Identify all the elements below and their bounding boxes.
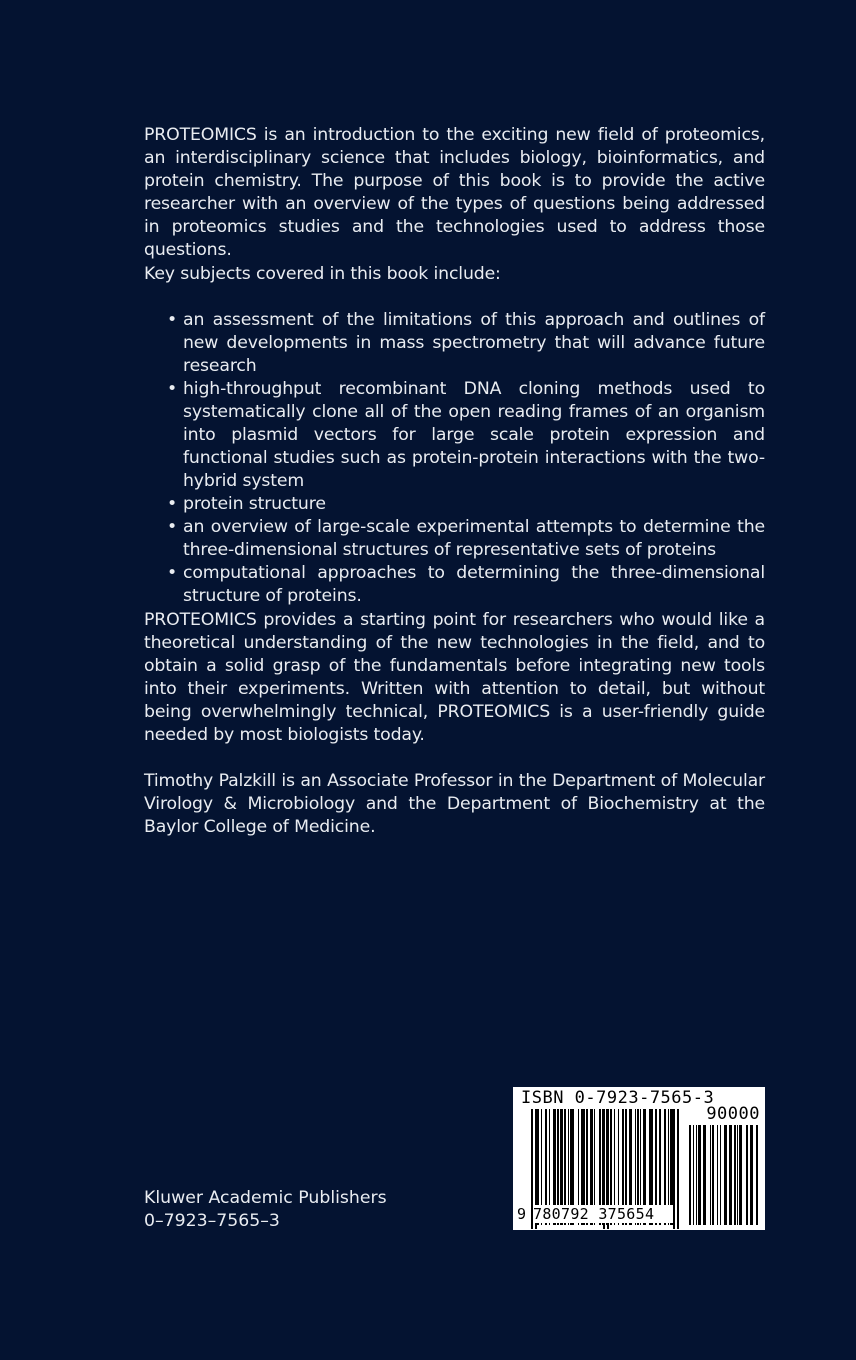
paragraph-text: PROTEOMICS is an introduction to the exciting new field of proteomics, an interdisciplinary science that includes biology, bioinformatics, and protein chemistry. The purpose of this book is to provide the active researcher with an overview of the types of questions being addressed in proteomics studies and the technologies used to address those questions. <box>144 125 765 260</box>
list-item-text: an overview of large-scale experimental attempts to determine the three-dimensional structures of representative sets of proteins <box>183 517 765 560</box>
barcode-bar <box>693 1125 694 1225</box>
list-item-text: protein structure <box>183 494 326 514</box>
list-item <box>144 516 765 562</box>
bullet-icon: • <box>167 517 178 537</box>
barcode-bar <box>739 1125 742 1225</box>
barcode-guard-bar <box>677 1109 679 1229</box>
barcode-bar <box>717 1125 718 1225</box>
bullet-icon: • <box>167 494 178 514</box>
price-code: 90000 <box>706 1104 760 1124</box>
barcode-bar <box>698 1125 701 1225</box>
bullet-icon: • <box>167 379 178 399</box>
ean-lead-digit: 9 <box>517 1205 527 1223</box>
barcode-bar <box>729 1125 732 1225</box>
barcode-bar <box>756 1125 758 1225</box>
barcode-guard-bar <box>673 1109 675 1229</box>
publisher-info <box>144 1187 387 1233</box>
key-subjects-list <box>144 309 765 608</box>
barcode-bar <box>689 1125 691 1225</box>
publisher-name: Kluwer Academic Publishers <box>144 1188 387 1208</box>
key-subjects-heading: Key subjects covered in this book include: <box>144 264 501 284</box>
isbn-barcode <box>513 1087 765 1230</box>
barcode-bar <box>734 1125 736 1225</box>
ean-digits: 780792 375654 <box>533 1205 673 1223</box>
barcode-bar <box>746 1125 748 1225</box>
description-paragraph-1 <box>144 124 765 262</box>
author-bio <box>144 770 765 839</box>
bullet-icon: • <box>167 310 178 330</box>
barcode-bar <box>750 1125 753 1225</box>
list-item <box>144 378 765 493</box>
barcode-bar <box>710 1125 711 1225</box>
description-paragraph-2 <box>144 609 765 747</box>
list-item <box>144 493 765 516</box>
key-subjects-intro <box>144 263 765 286</box>
barcode-bar <box>737 1125 738 1225</box>
paragraph-text: PROTEOMICS provides a starting point for researchers who would like a theoretical understanding of the new technologies in the field, and to obtain a solid grasp of the fundamentals before integrating new tools into their experiments. Written with attention to detail, but without being overwhelmingly technical, PROTEOMICS is a user-friendly guide needed by most biologists today. <box>144 610 765 745</box>
barcode-bar <box>703 1125 706 1225</box>
publisher-isbn: 0–7923–7565–3 <box>144 1211 280 1231</box>
list-item-text: high-throughput recombinant DNA cloning methods used to systematically clone all of the open reading frames of an organism into plasmid vectors for large scale protein expression and functional studies such as protein-protein interactions with the two-hybrid system <box>183 379 765 491</box>
barcode-bar <box>712 1125 714 1225</box>
paragraph-text: Timothy Palzkill is an Associate Professor in the Department of Molecular Virology & Microbiology and the Department of Biochemistry at the Baylor College of Medicine. <box>144 771 765 837</box>
list-item <box>144 309 765 378</box>
list-item-text: computational approaches to determining the three-dimensional structure of proteins. <box>183 563 765 606</box>
barcode-bar <box>696 1125 697 1225</box>
barcode-bar <box>720 1125 721 1225</box>
list-item-text: an assessment of the limitations of this approach and outlines of new developments in mass spectrometry that will advance future research <box>183 310 765 376</box>
bullet-icon: • <box>167 563 178 583</box>
list-item <box>144 562 765 608</box>
barcode-bar <box>724 1125 727 1225</box>
isbn-label: ISBN 0-7923-7565-3 <box>521 1088 715 1108</box>
